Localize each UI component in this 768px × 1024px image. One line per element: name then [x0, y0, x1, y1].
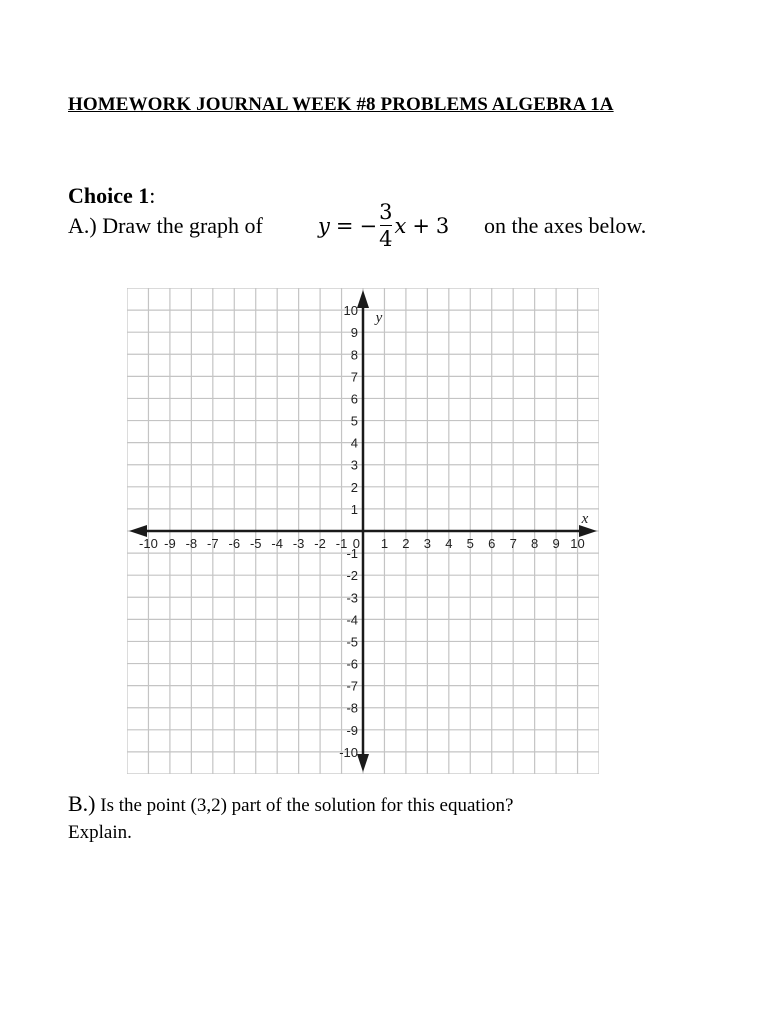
equation-constant: 3 — [435, 214, 450, 238]
coordinate-grid[interactable] — [127, 288, 599, 774]
page-title: HOMEWORK JOURNAL WEEK #8 PROBLEMS ALGEBRA 1A — [68, 94, 614, 115]
y-axis-label: y — [375, 310, 383, 326]
y-tick-label: 3 — [350, 457, 358, 473]
x-tick-label: 6 — [488, 536, 496, 551]
x-tick-label: 9 — [552, 536, 560, 551]
x-tick-label: -9 — [164, 536, 176, 551]
y-tick-label: -2 — [346, 568, 358, 584]
x-tick-label: 2 — [402, 536, 410, 551]
y-tick-label: 9 — [350, 325, 358, 341]
choice-colon: : — [149, 183, 156, 208]
y-tick-label: 8 — [350, 347, 358, 363]
x-tick-label: -3 — [292, 536, 305, 551]
y-tick-label: -7 — [346, 678, 358, 694]
equation-fraction — [379, 202, 392, 250]
origin-label: 0 — [352, 536, 360, 551]
x-tick-label: -6 — [228, 536, 241, 551]
y-tick-label: 2 — [350, 479, 358, 495]
x-tick-label: 5 — [466, 536, 474, 551]
y-tick-label: 5 — [350, 413, 358, 429]
y-tick-label: -9 — [346, 722, 358, 738]
y-tick-label: -5 — [346, 634, 358, 650]
y-axis-bottom-arrow — [357, 754, 369, 772]
y-tick-label: -1 — [346, 546, 358, 562]
y-tick-label: 4 — [350, 435, 358, 451]
choice-heading — [68, 183, 155, 209]
y-tick-label: -10 — [339, 744, 358, 760]
y-tick-label: -8 — [346, 700, 358, 716]
x-tick-label: 1 — [380, 536, 389, 551]
equation — [318, 192, 449, 260]
x-tick-label: -8 — [185, 536, 198, 551]
x-tick-label: -5 — [249, 536, 262, 551]
y-tick-label: -4 — [346, 612, 358, 628]
part-a-suffix: on the axes below. — [484, 213, 647, 238]
part-b — [68, 790, 688, 846]
equation-minus: − — [359, 214, 378, 238]
x-tick-label: 4 — [445, 536, 453, 551]
equation-equals: = — [335, 214, 354, 238]
fraction-numerator: 3 — [379, 200, 393, 224]
y-tick-label: 6 — [350, 391, 358, 407]
x-tick-label: 3 — [423, 536, 431, 551]
equation-plus: + — [412, 214, 430, 238]
y-tick-label: 10 — [343, 303, 358, 319]
y-tick-label: 1 — [350, 501, 358, 517]
equation-variable: x — [394, 214, 407, 238]
y-axis-top-arrow — [357, 290, 369, 308]
part-b-label: B.) — [68, 791, 96, 816]
y-tick-label: -3 — [346, 590, 358, 606]
x-tick-label: 10 — [570, 536, 585, 551]
choice-label: Choice 1 — [68, 183, 150, 208]
part-a-prefix: A.) Draw the graph of — [68, 213, 263, 238]
x-tick-label: 7 — [509, 536, 517, 551]
x-axis-label: x — [581, 511, 589, 527]
x-tick-label: -7 — [207, 536, 219, 551]
axes — [129, 290, 597, 772]
x-tick-label: -2 — [314, 536, 326, 551]
x-tick-label: -10 — [139, 536, 158, 551]
part-b-question: Is the point (3,2) part of the solution for this equation? — [100, 795, 514, 816]
equation-lhs: y — [318, 214, 330, 238]
y-tick-label: -6 — [346, 656, 358, 672]
x-tick-label: -4 — [271, 536, 283, 551]
part-b-follow-up: Explain. — [68, 822, 132, 843]
y-tick-label: 7 — [350, 369, 358, 385]
x-tick-label: -1 — [335, 536, 348, 551]
x-tick-label: 8 — [531, 536, 539, 551]
fraction-denominator: 4 — [379, 227, 393, 251]
